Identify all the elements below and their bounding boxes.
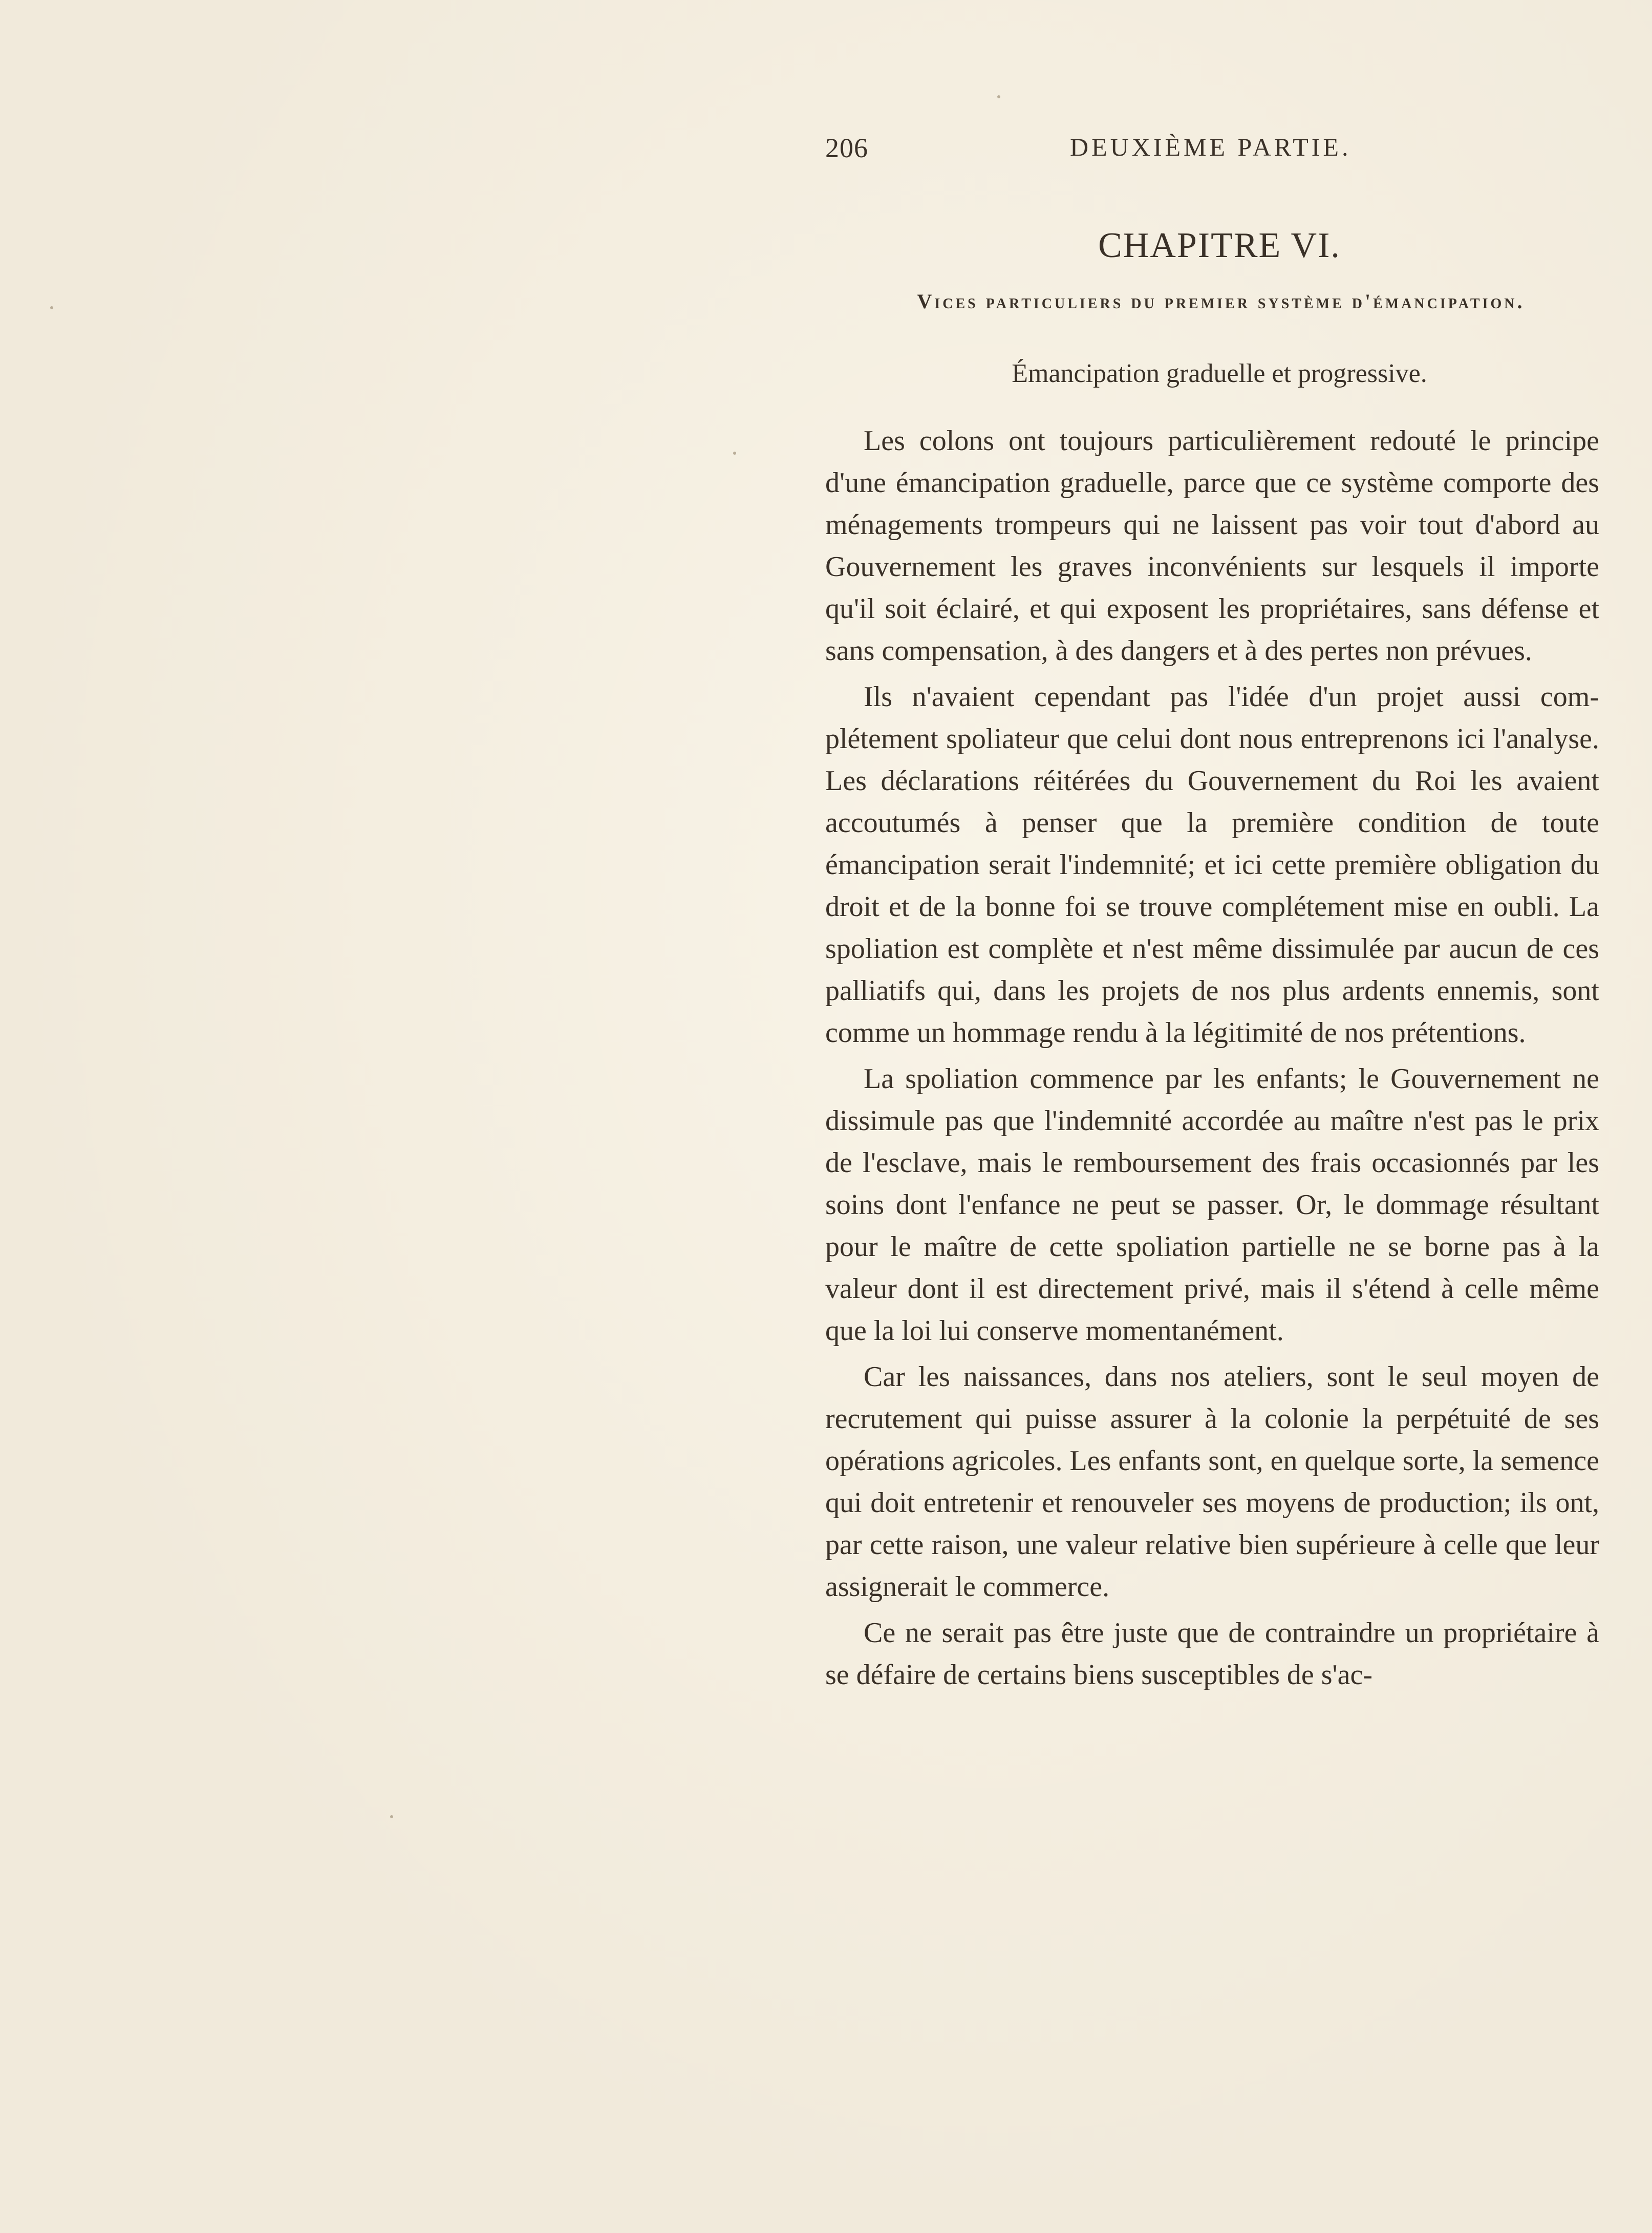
chapter-title: CHAPITRE VI. (1098, 226, 1341, 265)
body-text (825, 420, 1599, 1696)
paragraph: Car les naissances, dans nos ateliers, sont le seul moyen de recrutement qui puisse assurer à la colonie la perpétuité de ses opérations agricoles. Les enfants sont, en quelque sorte, la semence qui doit entretenir et renouveler ses moyens de production; ils ont, par cette raison, une valeur relative bien supérieure à celle que leur assignerait le commerce. (825, 1361, 1599, 1603)
section-title: Émancipation graduelle et progressive. (1012, 359, 1427, 388)
running-title: DEUXIÈME PARTIE. (1070, 133, 1351, 161)
paragraph: Ce ne serait pas être juste que de contraindre un propriétaire à se défaire de certains biens susceptibles de s'ac- (825, 1617, 1599, 1691)
paragraph: Les colons ont toujours particulièrement redouté le principe d'une émancipation graduelle, parce que ce système comporte des ménagements trompeurs qui ne laissent pas voir tout d'abord au Gouvernement les graves inconvénients sur lesquels il importe qu'il soit éclairé, et qui exposent les propriétaires, sans défense et sans compensation, à des dangers et à des pertes non prévues. (825, 425, 1599, 667)
chapter-subtitle: Vices particuliers du premier système d'émancipation. (917, 290, 1525, 313)
paper-speck (390, 1815, 393, 1818)
page-number: 206 (825, 133, 868, 163)
paper-speck (997, 95, 1000, 98)
paper-speck (50, 306, 53, 309)
running-head (825, 132, 1599, 178)
paragraph: Ils n'avaient cependant pas l'idée d'un projet aussi complétement spoliateur que celui dont nous entreprenons ici l'analyse. Les déclarations réitérées du Gouvernement du Roi les avaient accoutumés à penser que la première condition de toute émancipation serait l'indemnité; et ici cette première obligation du droit et de la bonne foi se trouve complétement mise en oubli. La spoliation est complète et n'est même dissimulée par aucun de ces palliatifs qui, dans les projets de nos plus ardents ennemis, sont comme un hommage rendu à la légitimité de nos prétentions. (825, 681, 1599, 1049)
paper-speck (733, 452, 736, 455)
paragraph: La spoliation commence par les enfants; le Gouvernement ne dissimule pas que l'indemnité accordée au maître n'est pas le prix de l'esclave, mais le remboursement des frais occasionnés par les soins dont l'enfance ne peut se passer. Or, le dommage résultant pour le maître de cette spoliation partielle ne se borne pas à la valeur dont il est directement privé, mais il s'étend à celle même que la loi lui conserve momentanément. (825, 1063, 1599, 1347)
